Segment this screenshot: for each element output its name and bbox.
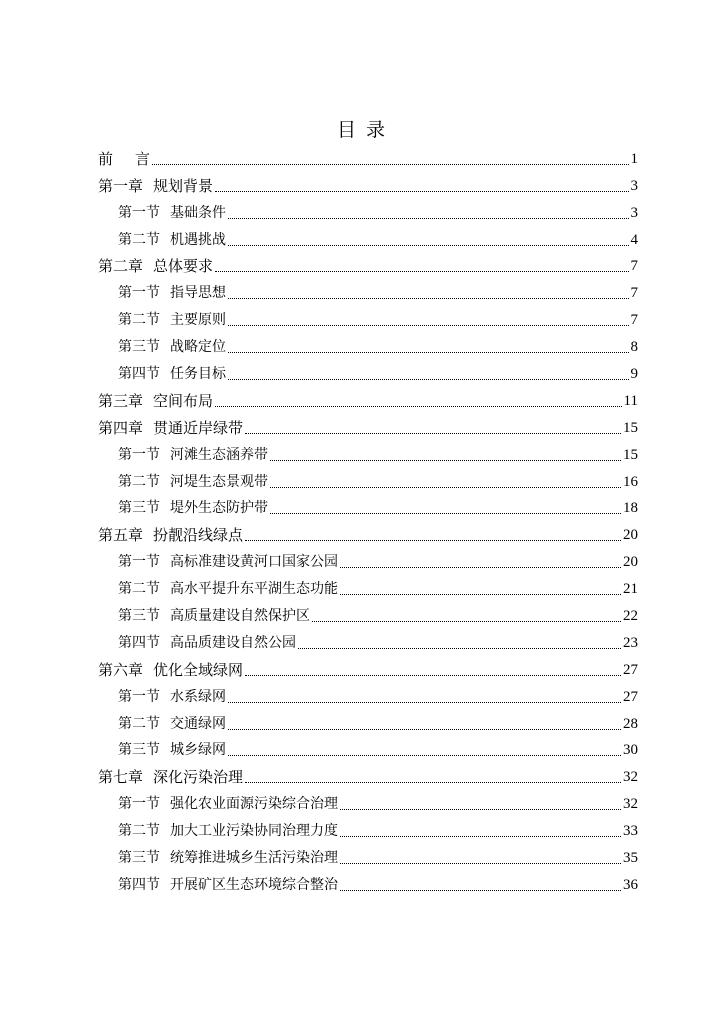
toc-entry-label (118, 875, 338, 897)
toc-entry-page-number: 3 (630, 177, 638, 194)
toc-chapter-entry[interactable] (98, 655, 638, 682)
toc-entry-page-number: 33 (623, 823, 638, 840)
toc-entry-title: 堤外生态防护带 (170, 500, 268, 517)
dot-leader (245, 675, 621, 676)
toc-entry-label (118, 606, 310, 628)
toc-section-entry[interactable] (98, 816, 638, 843)
dot-leader (245, 782, 621, 783)
dot-leader (228, 379, 629, 380)
toc-entry-number: 第二节 (118, 231, 160, 248)
toc-entry-number: 第三节 (118, 850, 160, 867)
toc-entry-page-number: 9 (630, 366, 638, 383)
toc-entry-page-number: 7 (630, 285, 638, 302)
toc-entry-number: 第一节 (118, 688, 160, 705)
toc-entry-page-number: 23 (623, 634, 638, 651)
toc-entry-number: 第一节 (118, 796, 160, 813)
dot-leader (298, 648, 621, 649)
toc-entry-title: 空间布局 (153, 391, 214, 410)
toc-entry-number: 第一节 (118, 554, 160, 571)
toc-section-entry[interactable] (98, 709, 638, 736)
toc-entry-page-number: 3 (630, 204, 638, 221)
toc-entry-label (118, 552, 338, 574)
toc-entry-title: 水系绿网 (170, 688, 226, 705)
toc-entry-title: 战略定位 (170, 339, 226, 356)
toc-section-entry[interactable] (98, 359, 638, 386)
toc-entry-number: 第二节 (118, 581, 160, 598)
dot-leader (215, 271, 628, 272)
toc-section-entry[interactable] (98, 789, 638, 816)
toc-entry-title: 高品质建设自然公园 (170, 634, 296, 651)
dot-leader (340, 836, 621, 837)
toc-section-entry[interactable] (98, 628, 638, 655)
toc-section-entry[interactable] (98, 467, 638, 494)
toc-entry-title: 指导思想 (170, 285, 226, 302)
toc-entry-title: 交通绿网 (170, 715, 226, 732)
toc-entry-label (98, 176, 213, 198)
toc-entry-number: 第六章 (98, 660, 144, 679)
dot-leader (228, 352, 629, 353)
toc-section-entry[interactable] (98, 278, 638, 305)
toc-entry-number: 第四节 (118, 366, 160, 383)
toc-entry-label (118, 633, 296, 655)
toc-entry-page-number: 20 (623, 527, 638, 544)
toc-entry-label (118, 579, 338, 601)
toc-entry-title: 言 (135, 149, 151, 168)
toc-entry-page-number: 18 (623, 500, 638, 517)
toc-chapter-entry[interactable] (98, 171, 638, 198)
toc-entry-label (118, 848, 338, 870)
toc-entry-label (118, 283, 226, 305)
toc-entry-title: 加大工业污染协同治理力度 (170, 823, 338, 840)
toc-entry-page-number: 22 (623, 608, 638, 625)
toc-entry-number: 第三节 (118, 608, 160, 625)
toc-entry-number: 第二节 (118, 715, 160, 732)
toc-chapter-entry[interactable] (98, 413, 638, 440)
dot-leader (228, 245, 629, 246)
toc-entry-title: 统筹推进城乡生活污染治理 (170, 850, 338, 867)
toc-entry-number: 第四节 (118, 634, 160, 651)
toc-section-entry[interactable] (98, 601, 638, 628)
toc-entry-page-number: 16 (623, 473, 638, 490)
toc-entry-number: 第二章 (98, 257, 144, 276)
toc-entry-title: 高水平提升东平湖生态功能 (170, 581, 338, 598)
dot-leader (228, 729, 621, 730)
toc-entry-title: 扮靓沿线绿点 (153, 526, 244, 545)
toc-entry-label (118, 445, 268, 467)
toc-entry-label (118, 203, 226, 225)
toc-entry-number: 第五章 (98, 526, 144, 545)
toc-entry-label (118, 472, 268, 494)
toc-entry-title: 高质量建设自然保护区 (170, 608, 310, 625)
toc-entry-label (118, 310, 226, 332)
toc-entry-label (98, 767, 243, 789)
dot-leader (228, 325, 629, 326)
toc-entry-page-number: 7 (630, 312, 638, 329)
toc-entry-page-number: 32 (623, 796, 638, 813)
toc-chapter-entry[interactable] (98, 386, 638, 413)
toc-section-entry[interactable] (98, 574, 638, 601)
toc-entry-page-number: 32 (623, 769, 638, 786)
toc-entry-number: 第二节 (118, 473, 160, 490)
toc-section-entry[interactable] (98, 225, 638, 252)
toc-entry-title: 河堤生态景观带 (170, 473, 268, 490)
toc-entry-title: 总体要求 (153, 257, 214, 276)
toc-entry-page-number: 21 (623, 581, 638, 598)
toc-entry-page-number: 7 (630, 258, 638, 275)
toc-entry-label (118, 821, 338, 843)
toc-entry-label (98, 256, 213, 278)
toc-entry-title: 任务目标 (170, 366, 226, 383)
dot-leader (270, 487, 621, 488)
toc-entry-page-number: 4 (630, 231, 638, 248)
toc-entry-page-number: 35 (623, 850, 638, 867)
toc-entry-page-number: 15 (623, 446, 638, 463)
toc-entry-number: 第四节 (118, 876, 160, 893)
dot-leader (270, 460, 621, 461)
toc-entry-label (98, 660, 243, 682)
toc-entry-number: 第二节 (118, 312, 160, 329)
toc-entry-number: 第一章 (98, 176, 144, 195)
toc-entry-title: 贯通近岸绿带 (153, 418, 244, 437)
toc-entry-number: 第三节 (118, 339, 160, 356)
dot-leader (245, 540, 621, 541)
toc-entry-number: 第四章 (98, 418, 144, 437)
toc-chapter-entry[interactable] (98, 252, 638, 279)
toc-entry-label (98, 418, 243, 440)
toc-entry-number: 第三章 (98, 391, 144, 410)
dot-leader (340, 890, 621, 891)
toc-entry-title: 高标准建设黄河口国家公园 (170, 554, 338, 571)
dot-leader (312, 621, 621, 622)
toc-entry-label (118, 364, 226, 386)
toc-entry-title: 规划背景 (153, 176, 214, 195)
toc-entry-number: 第七章 (98, 768, 144, 787)
toc-entry-label (118, 740, 226, 762)
toc-entry-page-number: 27 (623, 661, 638, 678)
toc-title: 目 录 (336, 119, 388, 141)
toc-entry-label (118, 337, 226, 359)
toc-entry-page-number: 36 (623, 876, 638, 893)
toc-section-entry[interactable] (98, 440, 638, 467)
dot-leader (340, 594, 621, 595)
toc-chapter-entry[interactable] (98, 144, 638, 171)
toc-section-entry[interactable] (98, 198, 638, 225)
toc-section-entry[interactable] (98, 870, 638, 897)
dot-leader (340, 809, 621, 810)
toc-entry-label (98, 149, 150, 171)
toc-chapter-entry[interactable] (98, 762, 638, 789)
toc-entry-page-number: 8 (630, 339, 638, 356)
dot-leader (152, 164, 628, 165)
dot-leader (215, 406, 622, 407)
dot-leader (228, 298, 629, 299)
toc-entry-label (118, 687, 226, 709)
dot-leader (228, 755, 621, 756)
toc-chapter-entry[interactable] (98, 520, 638, 547)
toc-entry-label (98, 391, 213, 413)
toc-entry-title: 河滩生态涵养带 (170, 446, 268, 463)
toc-section-entry[interactable] (98, 494, 638, 521)
toc-entry-number: 第二节 (118, 823, 160, 840)
toc-section-entry[interactable] (98, 547, 638, 574)
toc-entry-page-number: 1 (630, 150, 638, 167)
toc-entry-page-number: 20 (623, 554, 638, 571)
toc-entry-title: 基础条件 (170, 204, 226, 221)
toc-entry-label (118, 498, 268, 520)
toc-entry-title: 强化农业面源污染综合治理 (170, 796, 338, 813)
toc-entry-title: 主要原则 (170, 312, 226, 329)
toc-entry-number: 第一节 (118, 446, 160, 463)
toc-entry-page-number: 27 (623, 688, 638, 705)
toc-section-entry[interactable] (98, 682, 638, 709)
toc-entry-number: 第三节 (118, 500, 160, 517)
toc-section-entry[interactable] (98, 332, 638, 359)
toc-entry-label (98, 525, 243, 547)
toc-entry-title: 开展矿区生态环境综合整治 (170, 876, 338, 893)
dot-leader (340, 567, 621, 568)
dot-leader (215, 191, 628, 192)
dot-leader (245, 433, 621, 434)
toc-entry-label (118, 794, 338, 816)
toc-entry-page-number: 15 (623, 419, 638, 436)
toc-entry-number: 第一节 (118, 204, 160, 221)
dot-leader (270, 513, 621, 514)
toc-section-entry[interactable] (98, 736, 638, 763)
table-of-contents (98, 144, 638, 897)
toc-entry-number: 第一节 (118, 285, 160, 302)
toc-entry-title: 深化污染治理 (153, 768, 244, 787)
dot-leader (228, 218, 629, 219)
toc-entry-page-number: 11 (623, 392, 638, 409)
toc-entry-title: 城乡绿网 (170, 742, 226, 759)
toc-entry-title: 优化全域绿网 (153, 660, 244, 679)
toc-section-entry[interactable] (98, 843, 638, 870)
toc-entry-number: 第三节 (118, 742, 160, 759)
dot-leader (228, 702, 621, 703)
toc-entry-page-number: 30 (623, 742, 638, 759)
toc-entry-number: 前 (98, 149, 114, 168)
toc-entry-label (118, 714, 226, 736)
dot-leader (340, 863, 621, 864)
toc-entry-label (118, 230, 226, 252)
toc-entry-title: 机遇挑战 (170, 231, 226, 248)
toc-section-entry[interactable] (98, 305, 638, 332)
toc-entry-page-number: 28 (623, 715, 638, 732)
